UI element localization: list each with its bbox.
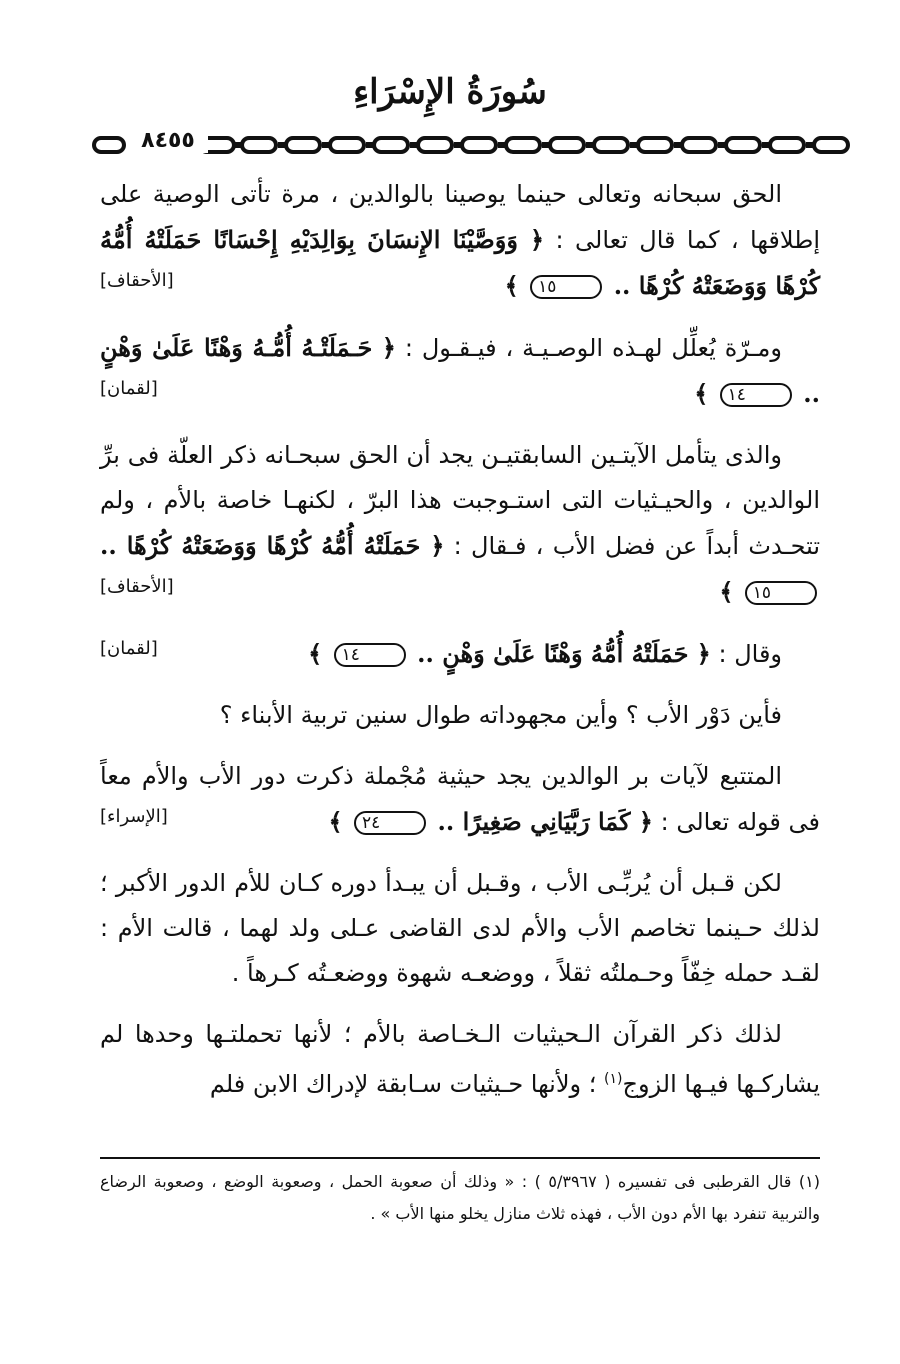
paragraph-text: الحق سبحانه وتعالى حينما يوصينا بالوالدين ، مرة تأتى الوصية على إطلاقها ، كما قال تعالى : bbox=[100, 180, 820, 254]
ayah-number-marker: ١٤ bbox=[720, 383, 792, 407]
surah-reference: [الأحقاف] bbox=[100, 576, 174, 597]
paragraph-text: والذى يتأمل الآيتـين السابقتيـن يجد أن الحق سبحـانه ذكر العلّة فى برِّ الوالدين ، والحيـثيات التى استـوجبت هذا البرّ ، لكنهـا خاصة بالأم ، ولم تتحـدث أبداً عن فضل الأب ، فـقال : bbox=[100, 441, 820, 560]
paragraph bbox=[100, 1012, 820, 1107]
paragraph-text: فأين دَوْر الأب ؟ وأين مجهوداته طوال سنين تربية الأبناء ؟ bbox=[219, 701, 782, 729]
ayah-number-marker: ١٥ bbox=[530, 275, 602, 299]
quran-bracket: ﴾ bbox=[504, 271, 528, 300]
paragraph-text: وقال : bbox=[710, 640, 782, 668]
paragraph bbox=[100, 693, 820, 738]
paragraph bbox=[100, 325, 820, 417]
surah-reference: [لقمان] bbox=[100, 638, 158, 659]
ayah-number-marker: ٢٤ bbox=[354, 811, 426, 835]
surah-reference: [الإسراء] bbox=[100, 806, 168, 827]
paragraph-text: المتتبع لآيات بر الوالدين يجد حيثية مُجْملة ذكرت دور الأب والأم معاً فى قوله تعالى : bbox=[100, 762, 820, 836]
surah-title: سُورَةُ الإِسْرَاءِ bbox=[353, 72, 547, 112]
paragraph-text: ومـرّة يُعلِّل لهـذه الوصـيـة ، فيـقـول : bbox=[395, 334, 782, 362]
quran-bracket: ﴾ bbox=[308, 639, 331, 668]
footnote: (١) قال القرطبى فى تفسيره ( ٥/٣٩٦٧ ) : « وذلك أن صعوبة الحمل ، وصعوبة الوضع ، وصعوبة الرضاع والتربية تنفرد بها الأم دون الأب ، فهذه ثلاث منازل يخلو منها الأب » . bbox=[100, 1172, 821, 1223]
quran-bracket: ﴾ bbox=[694, 379, 717, 408]
quran-verse: ﴿ كَمَا رَبَّيَانِي صَغِيرًا .. bbox=[429, 807, 653, 836]
quran-verse: ﴿ حَمَلَتْهُ أُمُّهُ كُرْهًا وَوَضَعَتْهُ كُرْهًا .. bbox=[100, 531, 445, 560]
paragraph-text: لذلك ذكر القرآن الـحيثيات الـخـاصة بالأم ؛ لأنها تحملتـها وحدها لم يشاركـها فيـها الزوج bbox=[100, 1020, 820, 1098]
page-body bbox=[100, 172, 820, 1123]
surah-reference: [لقمان] bbox=[100, 378, 158, 399]
surah-reference: [الأحقاف] bbox=[100, 270, 174, 291]
paragraph bbox=[100, 631, 820, 677]
quran-verse: ﴿ حَمَلَتْهُ أُمُّهُ وَهْنًا عَلَىٰ وَهْنٍ .. bbox=[408, 639, 711, 668]
ayah-number-marker: ١٤ bbox=[334, 643, 406, 667]
quran-bracket: ﴾ bbox=[328, 807, 351, 836]
paragraph bbox=[100, 433, 820, 615]
paragraph bbox=[100, 172, 820, 309]
quran-bracket: ﴾ bbox=[719, 577, 742, 606]
paragraph bbox=[100, 754, 820, 845]
paragraph bbox=[100, 861, 820, 996]
paragraph-text: لكن قـبل أن يُربِّـى الأب ، وقـبل أن يبـدأ دوره كـان للأم الدور الأكبر ؛ لذلك حـينما تخاصم الأب والأم لدى القاضى عـلى ولد لهما ، قالت الأم : لقـد حمله خِفّاً وحـملتُه ثقلاً ، ووضعـه شهوة ووضعـتُه كـرهاً . bbox=[100, 869, 820, 987]
quran-verse: ﴿ وَوَصَّيْنَا الإِنسَانَ بِوَالِدَيْهِ إِحْسَانًا حَمَلَتْهُ أُمُّهُ كُرْهًا وَوَضَعَتْهُ كُرْهًا .. bbox=[100, 225, 820, 300]
footnote-divider bbox=[100, 1157, 820, 1159]
quran-verse: ﴿ حَـمَلَتْـهُ أُمُّـهُ وَهْنًا عَلَىٰ وَهْنٍ .. bbox=[100, 333, 820, 408]
paragraph-text: ؛ ولأنها حـيثيات سـابقة لإدراك الابن فلم bbox=[209, 1070, 605, 1098]
footnote-marker[interactable]: (١) bbox=[604, 1071, 623, 1087]
ayah-number-marker: ١٥ bbox=[745, 581, 817, 605]
page-number: ٨٤٥٥ bbox=[128, 128, 208, 153]
